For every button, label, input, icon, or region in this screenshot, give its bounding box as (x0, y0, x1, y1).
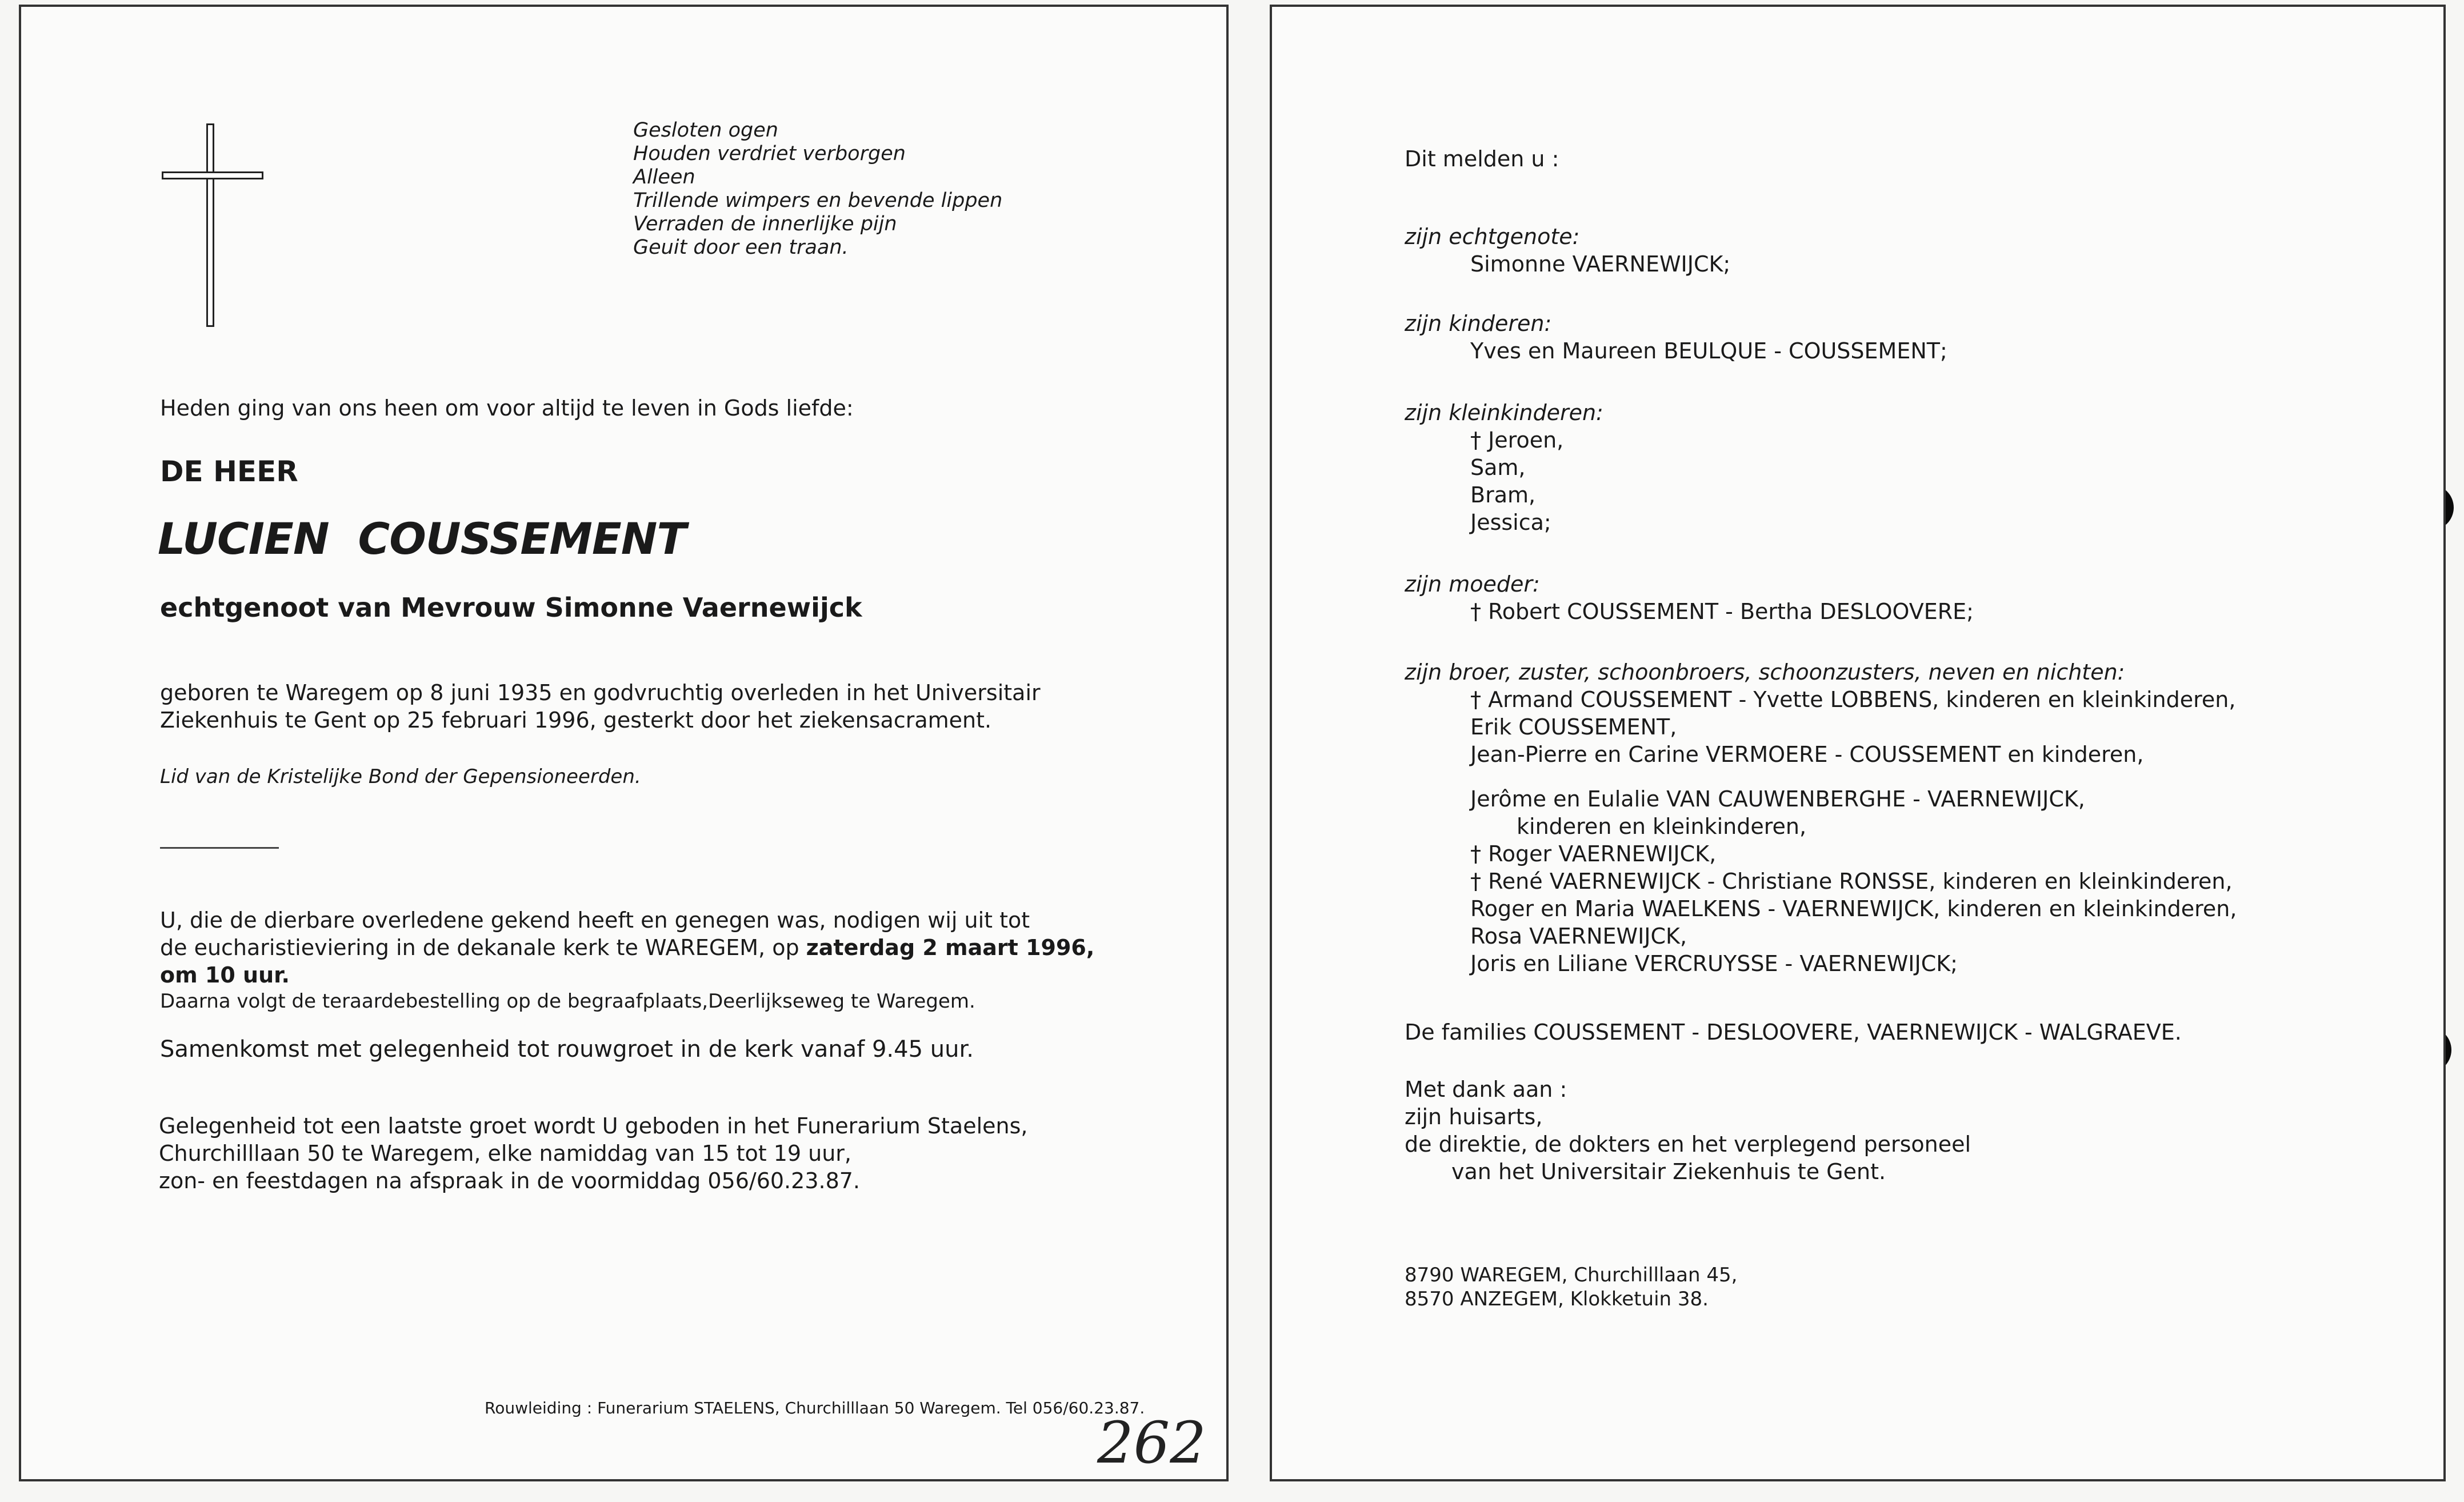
address-line: 8790 WAREGEM, Churchilllaan 45, (1405, 1264, 1738, 1287)
poem-line: Geuit door een traan. (633, 236, 849, 259)
children-names: Yves en Maureen BEULQUE - COUSSEMENT; (1470, 338, 1947, 363)
mother-names: † Robert COUSSEMENT - Bertha DESLOOVERE; (1470, 599, 1974, 624)
grandchild-name: † Jeroen, (1470, 428, 1564, 453)
children-section (1405, 310, 1947, 365)
thanks-line: zijn huisarts, (1405, 1104, 1543, 1129)
viewing-line: Churchilllaan 50 te Waregem, elke namiddag van 15 tot 19 uur, (159, 1141, 852, 1166)
poem-line: Houden verdriet verborgen (633, 142, 906, 165)
thanks-line: Met dank aan : (1405, 1077, 1567, 1102)
siblings-label: zijn broer, zuster, schoonbroers, schoonzusters, neven en nichten: (1405, 660, 2125, 685)
address-line: 8570 ANZEGEM, Klokketuin 38. (1405, 1288, 1709, 1311)
siblings-section (1405, 658, 2235, 768)
meeting-text: Samenkomst met gelegenheid tot rouwgroet in de kerk vanaf 9.45 uur. (160, 1036, 974, 1062)
deceased-name: LUCIEN COUSSEMENT (158, 513, 686, 564)
sibling-line: Jean-Pierre en Carine VERMOERE - COUSSEMENT en kinderen, (1470, 742, 2144, 767)
sibling-line: kinderen en kleinkinderen, (1517, 814, 1807, 839)
invitation-church: de eucharistieviering in de dekanale kerk te WAREGEM, op (160, 935, 806, 960)
spouse-label: zijn echtgenote: (1405, 224, 1580, 249)
poem-line: Trillende wimpers en bevende lippen (633, 189, 1003, 212)
sibling-line: † Armand COUSSEMENT - Yvette LOBBENS, kinderen en kleinkinderen, (1470, 687, 2236, 712)
sibling-line: Jerôme en Eulalie VAN CAUWENBERGHE - VAERNEWIJCK, (1470, 786, 2085, 812)
announce-text: Dit melden u : (1405, 146, 1559, 171)
grandchild-name: Jessica; (1470, 510, 1551, 535)
poem-line: Alleen (633, 166, 695, 189)
invitation-line (160, 934, 1094, 961)
cross-icon-arm (162, 171, 263, 179)
thanks-line: de direktie, de dokters en het verplegend personeel (1405, 1132, 1971, 1157)
sibling-line: Roger en Maria WAELKENS - VAERNEWIJCK, kinderen en kleinkinderen, (1470, 896, 2237, 921)
grandchild-name: Bram, (1470, 482, 1536, 508)
invitation-line: U, die de dierbare overledene gekend heeft en genegen was, nodigen wij uit tot (160, 908, 1030, 933)
viewing-line: zon- en feestdagen na afspraak in de voormiddag 056/60.23.87. (159, 1168, 861, 1193)
sibling-line: † René VAERNEWIJCK - Christiane RONSSE, kinderen en kleinkinderen, (1470, 869, 2233, 894)
burial-line: Daarna volgt de teraardebestelling op de begraafplaats,Deerlijkseweg te Waregem. (160, 990, 975, 1013)
mother-label: zijn moeder: (1405, 572, 1540, 597)
thanks-line: van het Universitair Ziekenhuis te Gent. (1451, 1159, 1886, 1184)
addresses (1405, 1263, 1737, 1311)
children-label: zijn kinderen: (1405, 311, 1552, 336)
spouse-name: Simonne VAERNEWIJCK; (1470, 251, 1731, 277)
spouse-section (1405, 223, 1730, 278)
title-de-heer: DE HEER (160, 455, 298, 488)
left-page (19, 5, 1229, 1481)
sibling-line: Rosa VAERNEWIJCK, (1470, 924, 1687, 949)
invitation-date: zaterdag 2 maart 1996, (806, 935, 1095, 960)
poem-line: Verraden de innerlijke pijn (633, 213, 897, 235)
membership-text: Lid van de Kristelijke Bond der Gepensioneerden. (160, 765, 641, 788)
spouse-line: echtgenoot van Mevrouw Simonne Vaernewijck (160, 592, 862, 623)
viewing-line: Gelegenheid tot een laatste groet wordt U geboden in het Funerarium Staelens, (159, 1113, 1028, 1139)
poem-line: Gesloten ogen (633, 119, 778, 142)
separator-line (160, 847, 279, 849)
thanks-section (1405, 1076, 1971, 1185)
families-text: De families COUSSEMENT - DESLOOVERE, VAERNEWIJCK - WALGRAEVE. (1405, 1020, 2182, 1045)
invitation-time: om 10 uur. (160, 962, 290, 988)
siblings-section-2 (1405, 785, 2237, 977)
birth-line: Ziekenhuis te Gent op 25 februari 1996, gesterkt door het ziekensacrament. (160, 708, 992, 733)
sibling-line: † Roger VAERNEWIJCK, (1470, 841, 1717, 866)
sibling-line: Joris en Liliane VERCRUYSSE - VAERNEWIJCK; (1470, 951, 1958, 976)
intro-text: Heden ging van ons heen om voor altijd te leven in Gods liefde: (160, 396, 854, 421)
invitation-text (160, 906, 1094, 1014)
cross-icon (206, 123, 214, 327)
viewing-text (159, 1112, 1027, 1195)
handwritten-number: 262 (1097, 1409, 1206, 1476)
mother-section (1405, 570, 1974, 625)
funeral-director: Rouwleiding : Funerarium STAELENS, Churchilllaan 50 Waregem. Tel 056/60.23.87. (485, 1399, 1145, 1417)
grandchildren-section (1405, 399, 1603, 536)
birth-line: geboren te Waregem op 8 juni 1935 en godvruchtig overleden in het Universitair (160, 680, 1041, 705)
grandchildren-label: zijn kleinkinderen: (1405, 400, 1603, 425)
grandchild-name: Sam, (1470, 455, 1526, 480)
birth-text (160, 679, 1041, 734)
sibling-line: Erik COUSSEMENT, (1470, 714, 1677, 740)
poem (633, 119, 1002, 259)
